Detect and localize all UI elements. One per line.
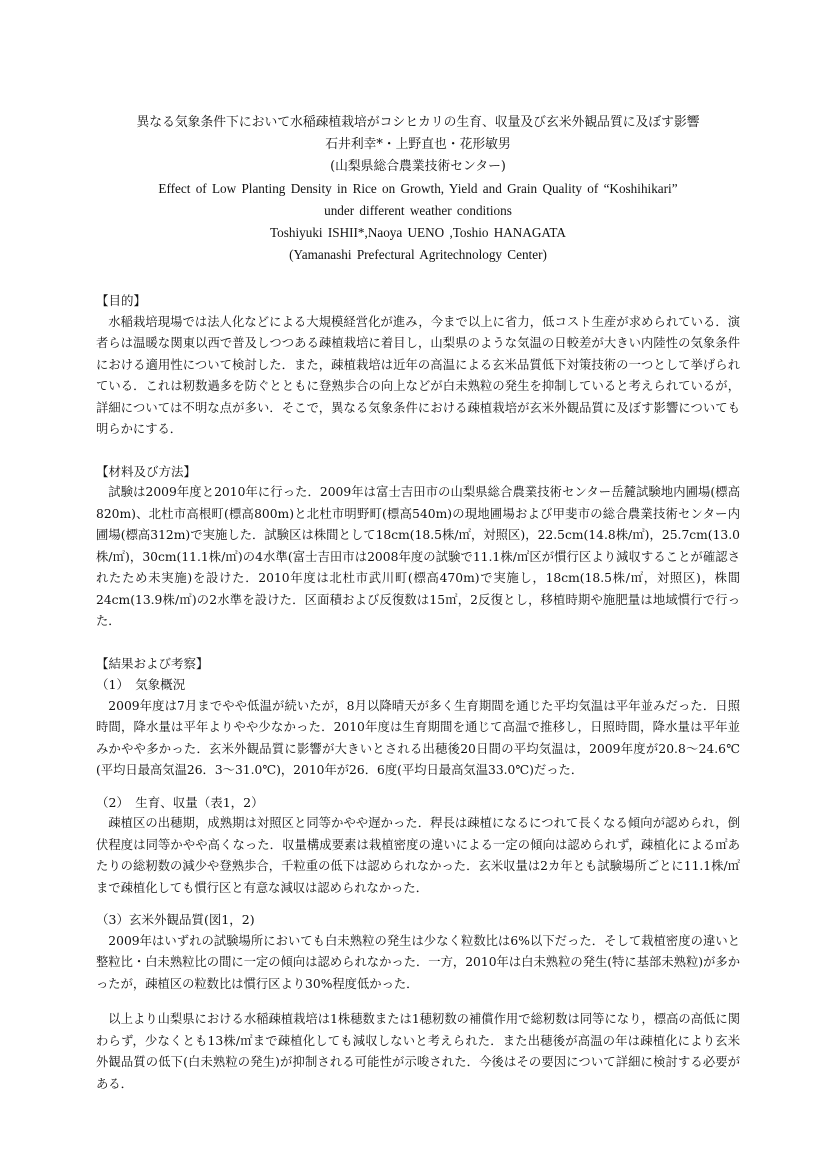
paper-page: [96, 112, 740, 1095]
subsection-quality: [96, 909, 740, 995]
authors-japanese: 石井利幸*・上野直也・花形敏男: [325, 137, 511, 152]
affiliation-japanese: (山梨県総合農業技術センター): [330, 159, 506, 174]
title-block: [96, 112, 740, 266]
methods-heading: 【材料及び方法】: [96, 463, 197, 479]
weather-text: 2009年度は7月までやや低温が続いたが，8月以降晴天が多く生育期間を通じた平均気温は平年並みだった．日照時間，降水量は平年よりやや少なかった．2010年度は生育期間を通じて高温で推移し，日照時間，降水量は平年並みかやや多かった．玄米外観品質に影響が大きいとされる出穂後20日間の平均気温は，2009年度が20.8～24.6℃(平均日最高気温26．3～31.0℃)，2010年が26．6度(平均日最高気温33.0℃)だった．: [96, 698, 740, 777]
authors-english: Toshiyuki ISHII*,Naoya UENO ,Toshio HANAGATA: [270, 225, 566, 240]
weather-paragraph: [96, 696, 740, 782]
affiliation-english: (Yamanashi Prefectural Agritechnology Center): [289, 247, 547, 262]
purpose-text: 水稲栽培現場では法人化などによる大規模経営化が進み，今まで以上に省力，低コスト生産が求められている．演者らは温暖な関東以西で普及しつつある疎植栽培に着目し，山梨県のような気温の日較差が大きい内陸性の気象条件における適用性について検討した．また，疎植栽培は近年の高温による玄米品質低下対策技術の一つとして挙げられている．これは籾数過多を防ぐとともに登熟歩合の向上などが白未熟粒の発生を抑制していると考えられているが，詳細については不明な点が多い．そこで，異なる気象条件における疎植栽培が玄米外観品質に及ぼす影響についても明らかにする．: [96, 314, 740, 436]
quality-paragraph: [96, 931, 740, 996]
section-purpose: [96, 290, 740, 441]
title-english-line2: under different weather conditions: [324, 203, 512, 218]
conclusion-text: 以上より山梨県における水稲疎植栽培は1株穂数または1穂籾数の補償作用で総籾数は同等になり，標高の高低に関わらず，少なくとも13株/㎡まで疎植化しても減収しないと考えられた．また出穂後が高温の年は疎植化により玄米外観品質の低下(白未熟粒の発生)が抑制される可能性が示唆された．今後はその要因について詳細に検討する必要がある．: [96, 1012, 740, 1091]
growth-paragraph: [96, 813, 740, 899]
title-japanese: 異なる気象条件下において水稲疎植栽培がコシヒカリの生育、収量及び玄米外観品質に及ぼす影響: [136, 115, 700, 130]
purpose-heading: 【目的】: [96, 293, 147, 308]
section-methods: [96, 461, 740, 633]
subsection-growth: [96, 792, 740, 900]
weather-heading: （1） 気象概況: [96, 677, 186, 692]
title-english-line1: Effect of Low Planting Density in Rice on Growth, Yield and Grain Quality of “Koshihikari”: [158, 181, 678, 196]
growth-text: 疎植区の出穂期，成熟期は対照区と同等かやや遅かった．稈長は疎植になるにつれて長くなる傾向が認められ，倒伏程度は同等かやや高くなった．収量構成要素は栽植密度の違いによる一定の傾向は認められず，疎植化による㎡あたりの総籾数の減少や登熟歩合，千粒重の低下は認められなかった．玄米収量は2カ年とも試験場所ごとに11.1株/㎡まで疎植化しても慣行区と有意な減収は認められなかった．: [96, 816, 740, 895]
results-heading: 【結果および考察】: [96, 655, 209, 671]
methods-paragraph: [96, 482, 740, 633]
conclusion-paragraph: [96, 1009, 740, 1095]
quality-text: 2009年はいずれの試験場所においても白未熟粒の発生は少なく粒数比は6%以下だった．そして栽植密度の違いと整粒比・白未熟粒比の間に一定の傾向は認められなかった．一方，2010年は白未熟粒の発生(特に基部未熟粒)が多かったが，疎植区の粒数比は慣行区より30%程度低かった．: [96, 933, 740, 991]
subsection-weather: [96, 674, 740, 782]
section-results: [96, 653, 740, 1096]
purpose-paragraph: [96, 312, 740, 441]
quality-heading: （3）玄米外観品質(図1，2): [96, 912, 255, 927]
methods-text: 試験は2009年度と2010年に行った．2009年は富士吉田市の山梨県総合農業技術センター岳麓試験地内圃場(標高820m)、北杜市高根町(標高800m)と北杜市明野町(標高540m)の現地圃場および甲斐市の総合農業技術センター内圃場(標高312m)で実施した．試験区は株間として18cm(18.5株/㎡，対照区)，22.5cm(14.8株/㎡)，25.7cm(13.0株/㎡)，30cm(11.1株/㎡)の4水準(富士吉田市は2008年度の試験で11.1株/㎡区が慣行区より減収することが確認されたため未実施)を設けた．2010年度は北杜市武川町(標高470m)で実施し，18cm(18.5株/㎡，対照区)，株間24cm(13.9株/㎡)の2水準を設けた．区面積および反復数は15㎡，2反復とし，移植時期や施肥量は地域慣行で行った．: [96, 485, 740, 628]
growth-heading: （2） 生育、収量（表1，2）: [96, 794, 264, 810]
